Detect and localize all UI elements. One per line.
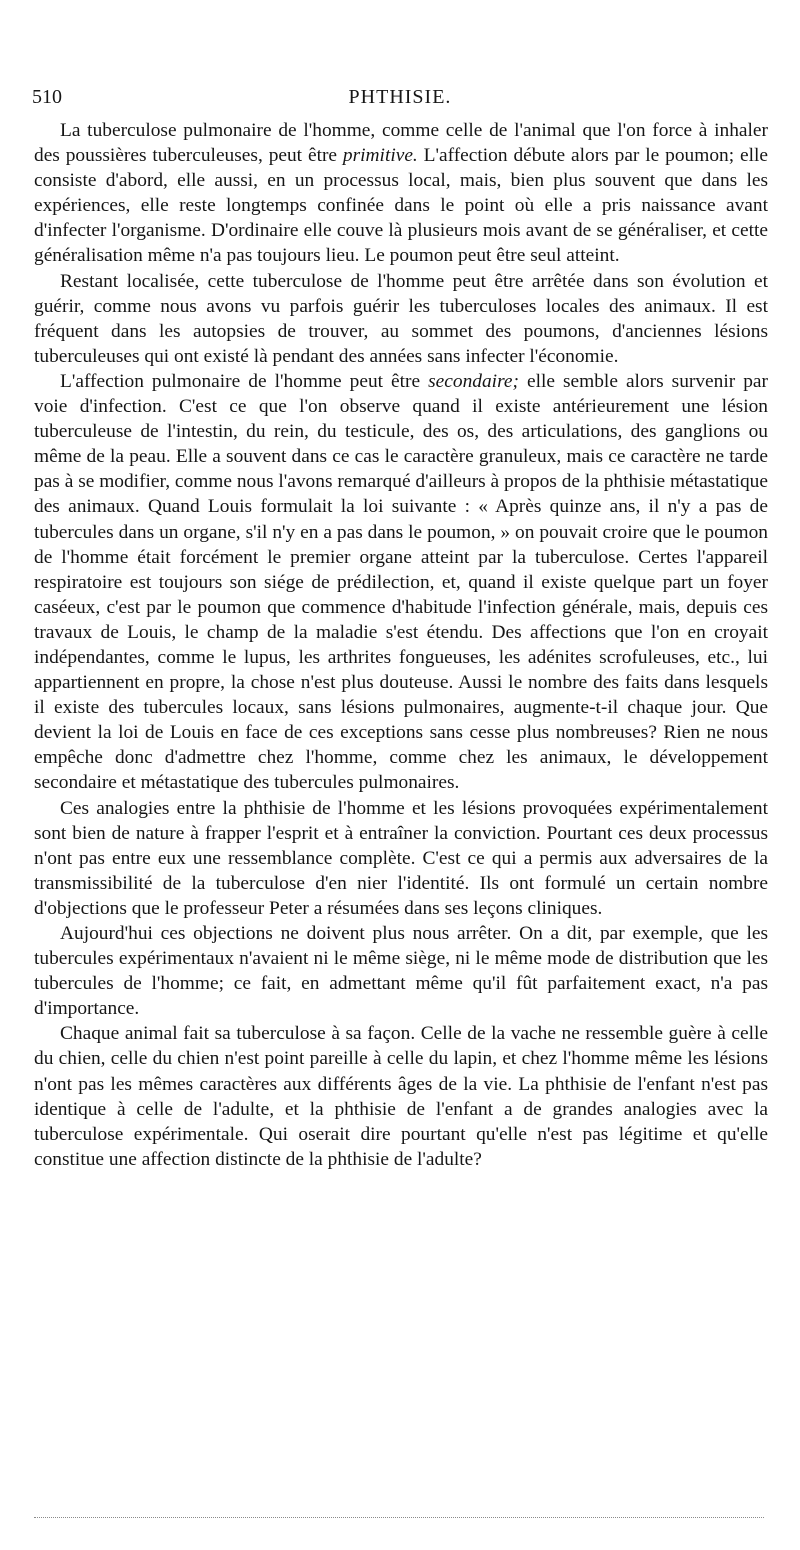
paragraph-text: elle semble alors survenir par voie d'infection. C'est ce que l'on observe quand il existe antérieurement une lésion tuberculeuse de l'intestin, du rein, du testicule, des os, des articulations, des ganglions ou même de la peau. Elle a souvent dans ce cas le caractère granuleux, mais ce caractère ne tarde pas à se modifier, comme nous l'avons remarqué d'ailleurs à propos de la phthisie métastatique des animaux. Quand Louis formulait la loi suivante : « Après quinze ans, il n'y a pas de tubercules dans un organe, s'il n'y en a pas dans le poumon, » on pouvait croire que le poumon de l'homme était forcément le premier organe atteint par la tuberculose. Certes l'appareil respiratoire est toujours son siége de prédilection, et, quand il existe quelque part un foyer caséeux, c'est par le poumon que commence d'habitude l'infection générale, mais, depuis ces travaux de Louis, le champ de la maladie s'est étendu. Des affections que l'on en croyait indépendantes, comme le lupus, les arthrites fongueuses, les adénites scrofuleuses, etc., lui appartiennent en propre, la chose n'est plus douteuse. Aussi le nombre des faits dans lesquels il existe des tubercules locaux, sans lésions pulmonaires, augmente-t-il chaque jour. Que devient la loi de Louis en face de ces exceptions sans cesse plus nombreuses? Rien ne nous empêche donc d'admettre chez l'homme, comme chez les animaux, le développement secondaire et métastatique des tubercules pulmonaires. xyxy=(34,370,768,794)
running-title: PHTHISIE. xyxy=(348,86,452,108)
body-text xyxy=(34,118,768,1172)
paragraph-primitive-tuberculosis xyxy=(34,118,768,269)
paragraph-text: Restant localisée, cette tuberculose de l'homme peut être arrêtée dans son évolution et guérir, comme nous avons vu parfois guérir les tuberculoses locales des animaux. Il est fréquent dans les autopsies de trouver, au sommet des poumons, d'anciennes lésions tuberculeuses qui ont existé là pendant des années sans infecter l'économie. xyxy=(34,270,768,367)
paragraph-text: La tuberculose pulmonaire de l'homme, comme celle de l'animal que l'on force à inhaler des poussières tuberculeuses, peut être xyxy=(34,120,768,167)
paragraph-text: Aujourd'hui ces objections ne doivent plus nous arrêter. On a dit, par exemple, que les tubercules expérimentaux n'avaient ni le même siège, ni le même mode de distribution que les tubercules de l'homme; ce fait, en admettant même qu'il fût parfaitement exact, n'a pas d'importance. xyxy=(34,923,768,1020)
paragraph-text: Chaque animal fait sa tuberculose à sa façon. Celle de la vache ne ressemble guère à celle du chien, celle du chien n'est point pareille à celle du lapin, et chez l'homme même les lésions n'ont pas les mêmes caractères aux différents âges de la vie. La phthisie de l'enfant n'est pas identique à celle de l'adulte, et la phthisie de l'enfant a de grandes analogies avec la tuberculose expérimentale. Qui oserait dire pourtant qu'elle n'est pas légitime et qu'elle constitue une affection distincte de la phthisie de l'adulte? xyxy=(34,1023,768,1170)
paragraph-secondary-affection xyxy=(34,369,768,796)
page-header xyxy=(32,80,768,114)
emphasis-primitive: primitive. xyxy=(342,145,418,167)
paragraph-analogies xyxy=(34,796,768,921)
paragraph-localized-tuberculosis xyxy=(34,269,768,369)
footer-dotted-rule xyxy=(34,1517,764,1518)
page-number: 510 xyxy=(32,86,62,108)
emphasis-secondaire: secondaire; xyxy=(428,370,519,392)
paragraph-objections xyxy=(34,921,768,1021)
paragraph-text: L'affection pulmonaire de l'homme peut être xyxy=(60,370,429,392)
paragraph-each-animal xyxy=(34,1021,768,1172)
paragraph-text: L'affection débute alors par le poumon; elle consiste d'abord, elle aussi, en un processus local, mais, bien plus souvent que dans les expériences, elle reste longtemps confinée dans le point où elle a pris naissance avant d'infecter l'organisme. D'ordinaire elle couve là plusieurs mois avant de se généraliser, et cette généralisation même n'a pas toujours lieu. Le poumon peut être seul atteint. xyxy=(34,145,768,267)
paragraph-text: Ces analogies entre la phthisie de l'homme et les lésions provoquées expérimentalement sont bien de nature à frapper l'esprit et à entraîner la conviction. Pourtant ces deux processus n'ont pas entre eux une ressemblance complète. C'est ce qui a permis aux adversaires de la transmissibilité de la tuberculose d'en nier l'identité. Ils ont formulé un certain nombre d'objections que le professeur Peter a résumées dans ses leçons cliniques. xyxy=(34,797,768,919)
